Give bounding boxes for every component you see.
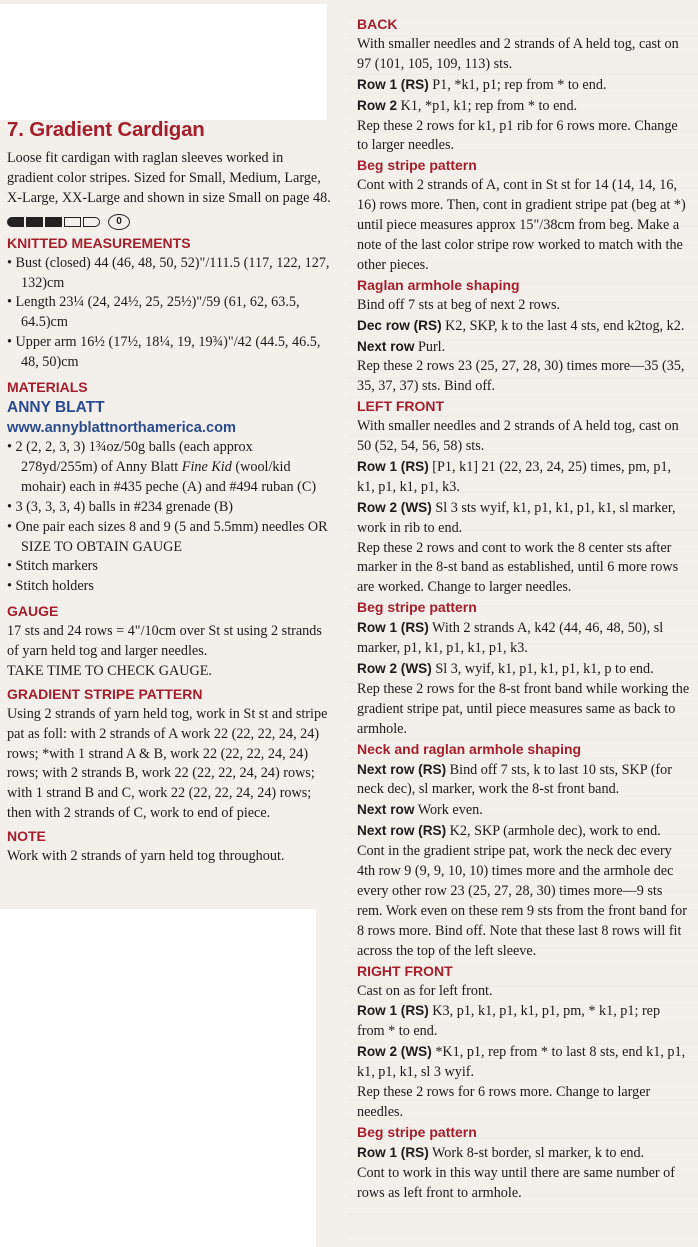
lf-stripe-heading: Beg stripe pattern [357,599,477,616]
material-item: • 3 (3, 3, 3, 4) balls in #234 grenade (B) [7,498,234,515]
skill-segment [26,217,43,227]
stripe-pattern-text: Using 2 strands of yarn held tog, work in St st and stripe pat as foll: with 2 strands of A work 22 (22, 22, 24, 24) rows; *with 1 strand A & B, work 22 (22, 22, 24, 24) rows; with 2 strands B, work 22 (22, 22, 24, 24) rows; with 1 strand B and C, work 22 (22, 22, 24, 24) rows; then with 2 strands of C, work to end of piece. [7,705,328,822]
back-stripe-heading: Beg stripe pattern [357,157,477,174]
row-label: Row 1 (RS) [357,620,429,636]
right-front-row [357,1001,691,1042]
row-text: Purl. [414,338,446,355]
right-front-row [357,1042,691,1083]
right-column [357,15,691,1203]
rf-stripe-row [357,1143,691,1164]
brand-name: ANNY BLATT [7,398,105,416]
skill-segment [45,217,62,227]
material-item: • Stitch markers [7,558,98,575]
note-heading: NOTE [7,828,46,845]
gauge-note: TAKE TIME TO CHECK GAUGE. [7,662,212,679]
left-front-row [357,457,691,498]
row-label: Row 1 (RS) [357,1003,429,1019]
stripe-pattern-heading: GRADIENT STRIPE PATTERN [7,685,203,702]
measurement-item: • Upper arm 16½ (17½, 18¼, 19, 19¾)"/42 (44.5, 46.5, 48, 50)cm [7,334,321,371]
row-text: Sl 3, wyif, k1, p1, k1, p1, k1, p to end. [431,661,654,677]
row-label: Dec row (RS) [357,317,442,333]
neck-heading: Neck and raglan armhole shaping [357,740,582,757]
back-text: With smaller needles and 2 strands of A held tog, cast on 97 (101, 105, 109, 113) sts. [357,35,679,72]
row-text: With 2 strands A, k42 (44, 46, 48, 50), sl marker, p1, k1, p1, k1, p1, k3. [357,620,664,657]
row-label: Row 1 (RS) [357,1144,429,1160]
raglan-heading: Raglan armhole shaping [357,276,520,293]
raglan-text: Rep these 2 rows 23 (25, 27, 28, 30) times more—35 (35, 35, 37, 37) sts. Bind off. [357,358,685,395]
measurement-item: • Bust (closed) 44 (46, 48, 50, 52)"/111.5 (117, 122, 127, 132)cm [7,254,330,291]
right-front-heading: RIGHT FRONT [357,962,453,979]
gauge-text: 17 sts and 24 rows = 4"/10cm over St st using 2 strands of yarn held tog and larger needles. [7,623,322,660]
neck-row [357,760,691,801]
back-stripe-text: Cont with 2 strands of A, cont in St st for 14 (14, 14, 16, 16) rows more. Then, cont in gradient stripe pat (beg at *) until piece measures approx 15"/38cm from beg. Make a note of the last color stripe row worked to match with the other pieces. [357,177,686,273]
yarn-name: Fine Kid [181,458,232,475]
skill-level-meter [7,212,332,232]
back-row [357,96,691,117]
row-text: K2, SKP (armhole dec), work to end. [446,823,661,840]
raglan-dec-row [357,316,691,358]
material-item: • Stitch holders [7,578,94,595]
row-text: Bind off 7 sts, k to last 10 sts, SKP (for neck dec), sl marker, work the 8-st front band. [357,761,672,798]
neck-text: Cont in the gradient stripe pat, work the neck dec every 4th row 9 (9, 9, 10, 10) times more and the armhole dec every other row 23 (25, 27, 28, 30) times more—9 sts rem. Work even on these rem 9 sts from the front band for 8 rows more. Bind off. Note that these last 8 rows will fit across the top of the left sleeve. [357,843,687,959]
redaction-box-bottom [0,909,316,1247]
skill-segment [83,217,100,227]
row-label: Next row [357,802,415,818]
lf-stripe-row [357,659,691,680]
rf-stripe-text: Cont to work in this way until there are same number of rows as left front to armhole. [357,1164,675,1201]
note-text: Work with 2 strands of yarn held tog throughout. [7,848,285,865]
left-front-row [357,498,691,539]
row-label: Row 2 (WS) [357,661,432,676]
lf-stripe-text: Rep these 2 rows for the 8-st front band while working the gradient stripe pat, until piece measures same as back to armhole. [357,680,690,737]
right-front-text: Rep these 2 rows for 6 rows more. Change to larger needles. [357,1084,651,1120]
left-front-heading: LEFT FRONT [357,398,445,415]
gauge-heading: GAUGE [7,603,59,620]
row-text: K3, p1, k1, p1, k1, p1, pm, * k1, p1; rep from * to end. [357,1003,661,1040]
raglan-text: Bind off 7 sts at beg of next 2 rows. [357,296,561,313]
row-text: Work even. [414,802,483,819]
row-label: Row 2 (WS) [357,1044,432,1060]
redaction-box-top [0,4,327,120]
right-front-text: Cast on as for left front. [357,982,493,999]
row-text: P1, *k1, p1; rep from * to end. [428,76,607,93]
rf-stripe-heading: Beg stripe pattern [357,1123,477,1140]
lf-stripe-row [357,618,691,659]
material-item [7,438,332,498]
row-label: Row 1 (RS) [357,76,429,92]
left-front-text: With smaller needles and 2 strands of A held tog, cast on 50 (52, 54, 56, 58) sts. [357,418,679,455]
measurements-heading: KNITTED MEASUREMENTS [7,234,191,251]
row-text: *K1, p1, rep from * to last 8 sts, end k1, p1, k1, p1, k1, sl 3 wyif. [357,1044,686,1081]
neck-row [357,821,691,842]
neck-row [357,800,691,821]
back-heading: BACK [357,16,398,32]
row-label: Row 2 (WS) [357,499,432,515]
yarn-text: (wool/kid mohair) each in #435 peche (A) and #494 ruban (C) [21,458,317,495]
skill-segment [64,217,81,227]
intro-text: Loose fit cardigan with raglan sleeves worked in gradient color stripes. Sized for Small, Medium, Large, X-Large, XX-Large and shown in size Small on page 48. [7,150,331,206]
pattern-title: 7. Gradient Cardigan [7,118,205,141]
left-front-text: Rep these 2 rows and cont to work the 8 center sts after marker in the 8-st band as established, until 6 more rows are worked. Change to larger needles. [357,539,679,596]
left-column [7,149,332,867]
row-text: K2, SKP, k to the last 4 sts, end k2tog, k2. [441,317,685,334]
row-label: Next row (RS) [357,761,447,777]
row-label: Next row (RS) [357,823,447,839]
row-label: Next row [357,338,415,354]
row-text: Sl 3 sts wyif, k1, p1, k1, p1, k1, sl marker, work in rib to end. [357,499,676,536]
materials-heading: MATERIALS [7,379,88,396]
measurement-item: • Length 23¼ (24, 24½, 25, 25½)"/59 (61, 62, 63.5, 64.5)cm [7,294,300,331]
yarn-weight-icon: 0 [108,214,130,230]
row-label: Row 2 [357,97,398,113]
row-text: K1, *p1, k1; rep from * to end. [397,97,578,114]
back-text: Rep these 2 rows for k1, p1 rib for 6 rows more. Change to larger needles. [357,117,678,154]
skill-segment [7,217,24,227]
row-text: [P1, k1] 21 (22, 23, 24, 25) times, pm, p1, k1, p1, k1, p1, k3. [357,458,672,495]
back-row [357,75,691,96]
brand-url: www.annyblattnorthamerica.com [7,419,236,436]
material-item: • One pair each sizes 8 and 9 (5 and 5.5mm) needles OR SIZE TO OBTAIN GAUGE [7,518,328,555]
row-text: Work 8-st border, sl marker, k to end. [428,1144,645,1161]
row-label: Row 1 (RS) [357,458,429,474]
yarn-text: • 2 (2, 2, 3, 3) 1¾oz/50g balls (each approx 278yd/255m) of Anny Blatt [7,438,253,475]
